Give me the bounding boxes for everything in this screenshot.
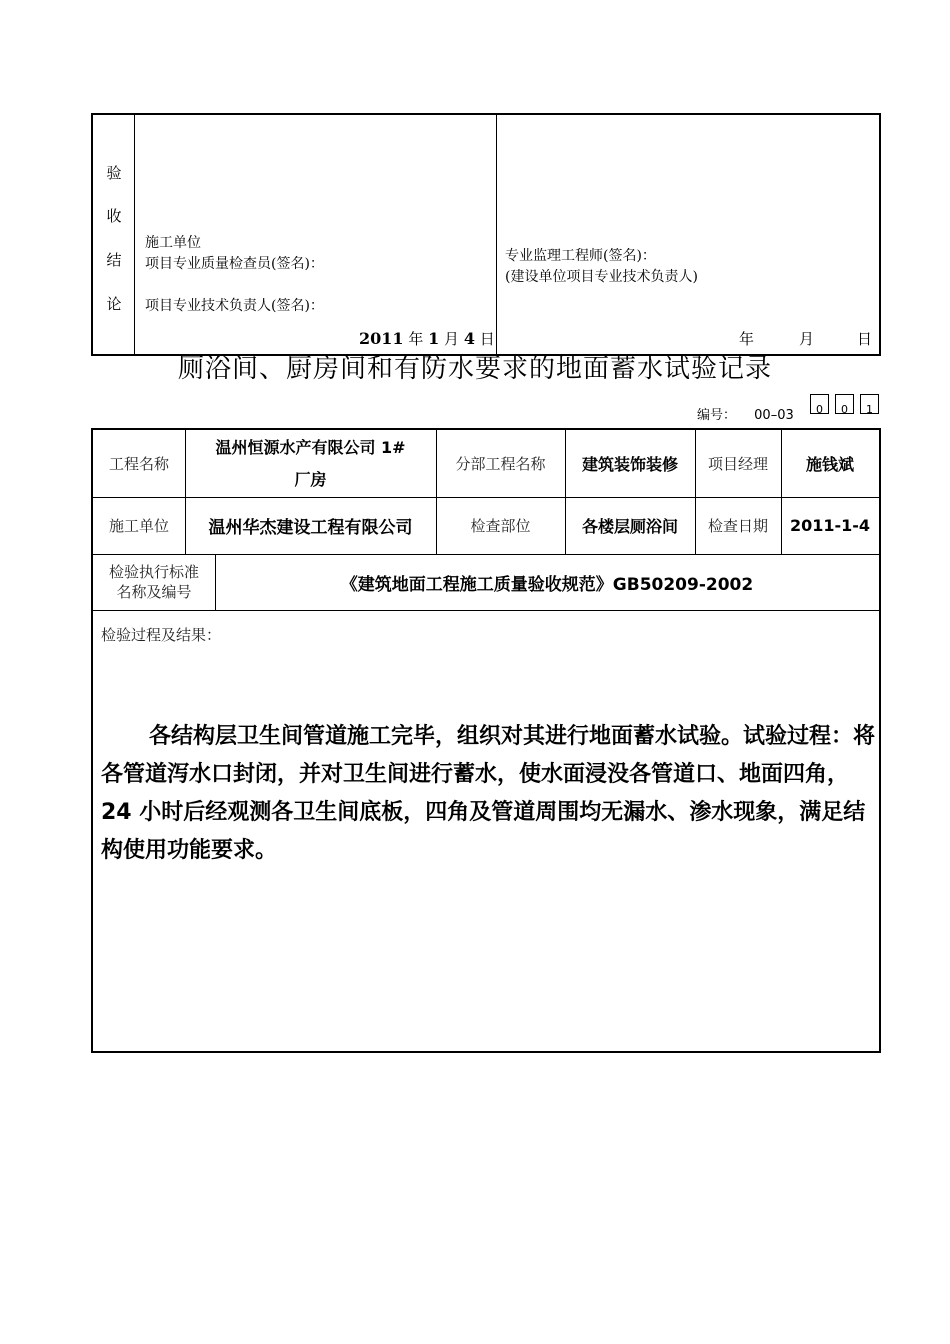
row-divider: [93, 610, 879, 611]
acceptance-side-column: [93, 115, 135, 354]
date-month: 1: [428, 329, 440, 348]
standard-label-line-2: 名称及编号: [116, 583, 192, 601]
project-name-value: [185, 430, 436, 497]
sub-project-value: 建筑装饰装修: [581, 455, 678, 474]
date-day: 4: [463, 329, 475, 348]
blank-day: 日: [857, 330, 873, 348]
project-name-line-1: 温州恒源水产有限公司 1#: [215, 437, 406, 457]
inspect-part-value: 各楼层厕浴间: [581, 517, 678, 536]
side-char-2: 收: [106, 207, 122, 225]
record-code: [697, 404, 794, 423]
date-year-unit: 年: [408, 330, 424, 348]
inspect-date-value: 2011-1-4: [789, 516, 871, 535]
owner-tech-lead-label: (建设单位项目专业技术负责人): [505, 269, 698, 285]
record-table: [91, 428, 881, 1053]
inspect-part-label: 检查部位: [470, 517, 531, 535]
standard-label-line-1: 检验执行标准: [108, 563, 199, 581]
quality-inspector-label: 项目专业质量检查员(签名)：: [145, 256, 324, 272]
acceptance-table: [91, 113, 881, 356]
construction-signature-cell: [135, 115, 497, 354]
code-digit-box-1: 0: [810, 394, 829, 414]
process-label: 检验过程及结果：: [101, 626, 222, 644]
supervisor-label: 专业监理工程师(签名)：: [505, 248, 656, 264]
construction-unit-label: 施工单位: [145, 235, 201, 251]
manager-label: 项目经理: [707, 455, 768, 473]
side-char-3: 结: [106, 251, 122, 269]
code-digit-box-2: 0: [835, 394, 854, 414]
code-label: 编号：: [697, 408, 737, 423]
tech-lead-label: 项目专业技术负责人(签名)：: [145, 298, 324, 314]
blank-month: 月: [799, 330, 815, 348]
inspect-date-label: 检查日期: [707, 517, 768, 535]
date-day-unit: 日: [479, 330, 495, 348]
project-name-line-2: 厂房: [294, 469, 327, 489]
construction-date: [359, 328, 495, 349]
builder-label: 施工单位: [108, 517, 169, 535]
date-year: 2011: [359, 329, 404, 348]
code-digit-box-3: 1: [860, 394, 879, 414]
project-name-label: 工程名称: [108, 455, 169, 473]
blank-year: 年: [739, 330, 755, 348]
code-prefix: 00–03: [754, 408, 794, 423]
process-result-text: 各结构层卫生间管道施工完毕，组织对其进行地面蓄水试验。试验过程：将各管道泻水口封闭，并对卫生间进行蓄水，使水面浸没各管道口、地面四角，24 小时后经观测各卫生间底板，四角及管道周围均无漏水、渗水现象，满足结构使用功能要求。: [101, 724, 876, 863]
standard-label: [93, 554, 215, 610]
sub-project-label: 分部工程名称: [455, 455, 546, 473]
side-char-4: 论: [106, 295, 122, 313]
side-char-1: 验: [106, 164, 122, 182]
manager-value: 施钱斌: [805, 455, 854, 474]
builder-value: 温州华杰建设工程有限公司: [208, 518, 413, 538]
date-month-unit: 月: [444, 330, 460, 348]
page-title: 厕浴间、厨房间和有防水要求的地面蓄水试验记录: [177, 354, 772, 384]
supervisor-signature-cell: [497, 115, 879, 354]
standard-value: 《建筑地面工程施工质量验收规范》GB50209-2002: [340, 574, 754, 595]
